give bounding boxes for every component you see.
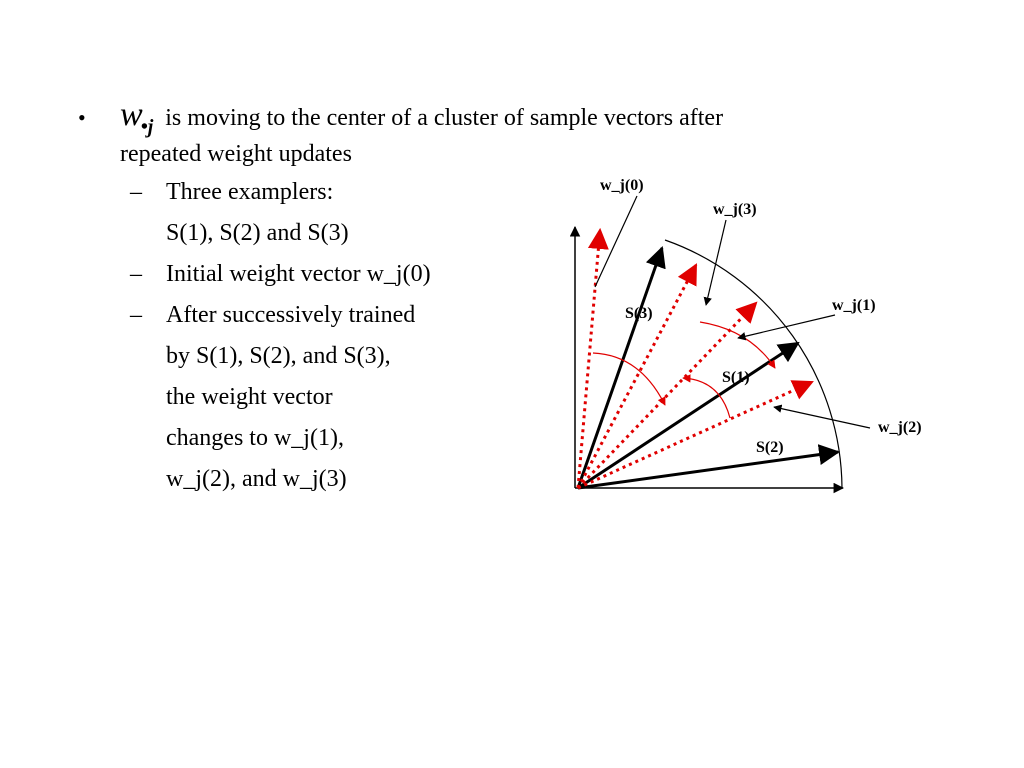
subitem-line: w_j(2), and w_j(3) — [166, 466, 347, 492]
dash: – — [130, 302, 142, 328]
label-s2: S(2) — [756, 439, 784, 456]
label-wj1: w_j(1) — [832, 297, 876, 314]
subitem-line: After successively trained — [166, 302, 416, 328]
unit-arc — [665, 240, 842, 488]
bullet-line-2: repeated weight updates — [120, 141, 352, 167]
pointer-wj2 — [774, 407, 870, 428]
rotation-arc-to-wj2 — [700, 322, 775, 368]
dash: – — [130, 179, 142, 205]
label-wj0: w_j(0) — [600, 177, 644, 194]
sample-vector-s1 — [578, 343, 798, 488]
sample-vector-s3 — [578, 248, 662, 488]
weight-symbol-w: w — [120, 96, 143, 133]
subitem-line: by S(1), S(2), and S(3), — [166, 343, 391, 369]
rotation-arc-to-wj1 — [593, 353, 665, 405]
weight-vector-wj0 — [578, 230, 600, 488]
label-wj3: w_j(3) — [713, 201, 757, 218]
pointer-wj0 — [595, 196, 637, 287]
subitem-line: the weight vector — [166, 384, 333, 410]
pointer-wj3 — [706, 220, 726, 305]
subitem-line: Three examplers: — [166, 179, 334, 205]
bullet-dot: • — [78, 105, 86, 130]
bullet-line-1: is moving to the center of a cluster of sample vectors after — [165, 105, 724, 131]
label-s3: S(3) — [625, 305, 653, 322]
weight-symbol-j: j — [147, 116, 154, 138]
label-s1: S(1) — [722, 369, 750, 386]
subitem-line: changes to w_j(1), — [166, 425, 344, 451]
weight-symbol-subscript: •j — [140, 116, 154, 138]
dash: – — [130, 261, 142, 287]
weight-vector-wj3 — [578, 265, 696, 488]
subitem-line: Initial weight vector w_j(0) — [166, 261, 431, 287]
subitem-line: S(1), S(2) and S(3) — [166, 220, 349, 246]
pointer-wj1 — [738, 315, 835, 338]
label-wj2: w_j(2) — [878, 419, 922, 436]
